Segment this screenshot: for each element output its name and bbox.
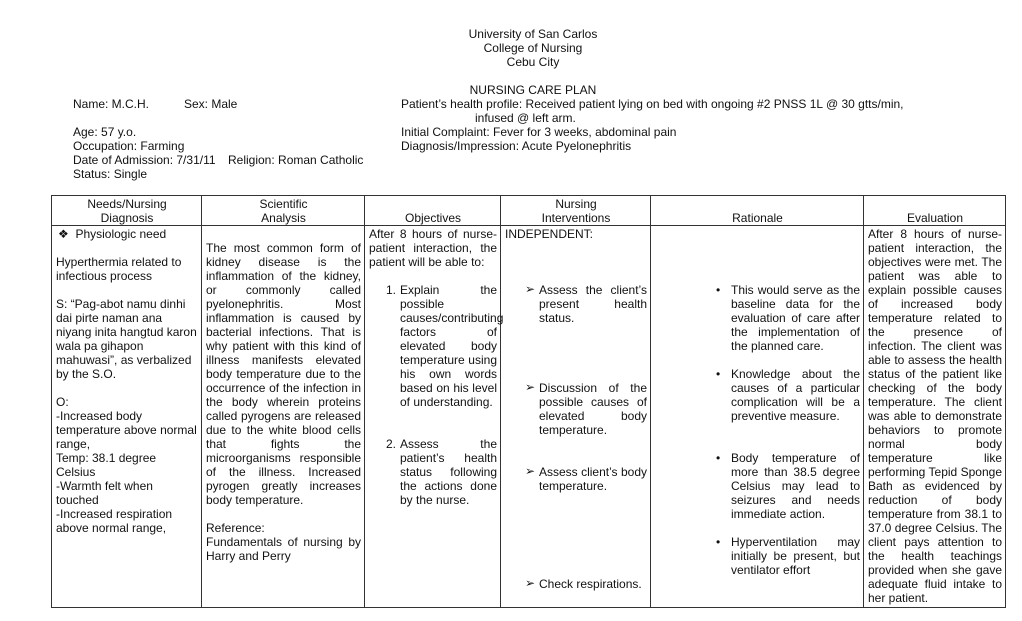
- objective-cue-1: -Increased body temperature above normal range,: [56, 409, 197, 451]
- physiologic-need: ❖ Physiologic need: [58, 227, 167, 241]
- rationale-item-2: • Knowledge about the causes of a particular complication will be a preventive measure.: [716, 367, 860, 423]
- header-objectives: Objectives: [365, 196, 501, 226]
- scientific-analysis: The most common form of kidney disease is the inflammation of the kidney, or commonly called pyelonephritis. Most inflammation is caused by bacterial infections. That is why patient with this kind of illness manifests elevated body temperature due to the occurrence of the infection in the body wherein proteins called pyrogens are released due to the white blood cells that fights the microorganisms responsible of the illness. Increased pyrogen greatly increases body temperature.: [206, 241, 361, 507]
- independent-label: INDEPENDENT:: [505, 227, 594, 241]
- arrow-bullet-icon: ➢: [525, 576, 536, 590]
- subjective-cue: S: “Pag-abot namu dinhi dai pirte naman ana niyang inita hangtud karon wala pa gihapon mahuwasi”, as verbalized by the S.O.: [56, 297, 197, 381]
- arrow-bullet-icon: ➢: [525, 464, 536, 478]
- header-rationale: Rationale: [651, 196, 864, 226]
- reference-label: Reference:: [206, 521, 265, 535]
- needs-cell: [52, 226, 202, 608]
- bullet-dot-icon: •: [716, 451, 721, 465]
- reference-text: Fundamentals of nursing by Harry and Perry: [206, 535, 361, 563]
- arrow-bullet-icon: ➢: [525, 282, 536, 296]
- intervention-item-4: ➢ Check respirations.: [525, 576, 642, 591]
- objectives-cell: [365, 226, 504, 608]
- bullet-dot-icon: •: [716, 283, 721, 297]
- analysis-cell: [202, 226, 365, 608]
- health-profile: Patient’s health profile: Received patient lying on bed with ongoing #2 PNSS 1L @ 30 gtts/min,: [401, 97, 904, 111]
- rationale-cell: [651, 226, 864, 608]
- intervention-item-2: ➢ Discussion of the possible causes of elevated body temperature.: [525, 380, 647, 437]
- patient-religion: Religion: Roman Catholic: [228, 153, 364, 167]
- patient-name: Name: M.C.H.: [73, 97, 150, 111]
- care-plan-table: [51, 195, 1006, 608]
- table-header-row: [52, 196, 1006, 226]
- city-name: Cebu City: [506, 55, 560, 69]
- evaluation-cell: [864, 226, 1006, 608]
- patient-admission-date: Date of Admission: 7/31/11: [73, 153, 216, 167]
- bullet-dot-icon: •: [716, 367, 721, 381]
- university-name: University of San Carlos: [468, 27, 598, 41]
- table-row: [52, 226, 1006, 608]
- diamond-bullet-icon: ❖: [58, 227, 69, 241]
- diagnosis-impression: Diagnosis/Impression: Acute Pyelonephritis: [401, 139, 632, 153]
- patient-sex: Sex: Male: [184, 97, 238, 111]
- rationale-item-1: • This would serve as the baseline data for the evaluation of care after the implementation of the planned care.: [716, 283, 860, 353]
- patient-age: Age: 57 y.o.: [73, 125, 137, 139]
- objective-cue-3: -Warmth felt when touched: [56, 479, 153, 507]
- initial-complaint: Initial Complaint: Fever for 3 weeks, abdominal pain: [401, 125, 677, 139]
- document-title: NURSING CARE PLAN: [469, 83, 597, 97]
- evaluation-text: After 8 hours of nurse-patient interaction, the objectives were met. The patient was able to explain possible causes of increased body temperature related to the presence of infection. The client was able to assess the health status of the patient like checking of the body temperature. The client was able to demonstrate behaviors to promote normal body temperature like performing Tepid Sponge Bath as evidenced by reduction of body temperature from 38.1 to 37.0 degree Celsius. The client pays attention to the health teachings provided when she gave adequate fluid intake to her patient.: [868, 227, 1002, 605]
- bullet-dot-icon: •: [716, 535, 721, 549]
- header-interventions: Nursing Interventions: [501, 196, 651, 226]
- header-analysis: Scientific Analysis: [202, 196, 365, 226]
- intervention-item-3: ➢ Assess client’s body temperature.: [525, 464, 647, 493]
- health-profile-cont: infused @ left arm.: [475, 111, 576, 125]
- patient-status: Status: Single: [73, 167, 148, 181]
- objective-item-1: 1. Explain the possible causes/contributing factors of elevated body temperature using his own words based on his level of understanding.: [386, 283, 504, 409]
- patient-occupation: Occupation: Farming: [73, 139, 185, 153]
- interventions-cell: [501, 226, 651, 608]
- objective-cue-4: -Increased respiration above normal range,: [56, 507, 173, 535]
- rationale-item-4: • Hyperventilation may initially be present, but ventilator effort: [716, 535, 860, 577]
- objective-label: O:: [56, 395, 69, 409]
- objectives-intro: After 8 hours of nurse-patient interaction, the patient will be able to:: [369, 227, 497, 269]
- header-needs: Needs/Nursing Diagnosis: [52, 196, 202, 226]
- objective-item-2: 2. Assess the patient’s health status following the actions done by the nurse.: [386, 437, 497, 507]
- intervention-item-1: ➢ Assess the client’s present health status.: [525, 282, 647, 325]
- header-evaluation: Evaluation: [864, 196, 1006, 226]
- rationale-item-3: • Body temperature of more than 38.5 degree Celsius may lead to seizures and needs immediate action.: [716, 451, 860, 521]
- college-name: College of Nursing: [483, 41, 583, 55]
- objective-cue-2: Temp: 38.1 degree Celsius: [56, 451, 157, 479]
- arrow-bullet-icon: ➢: [525, 380, 536, 394]
- nursing-diagnosis: Hyperthermia related to infectious process: [56, 255, 182, 283]
